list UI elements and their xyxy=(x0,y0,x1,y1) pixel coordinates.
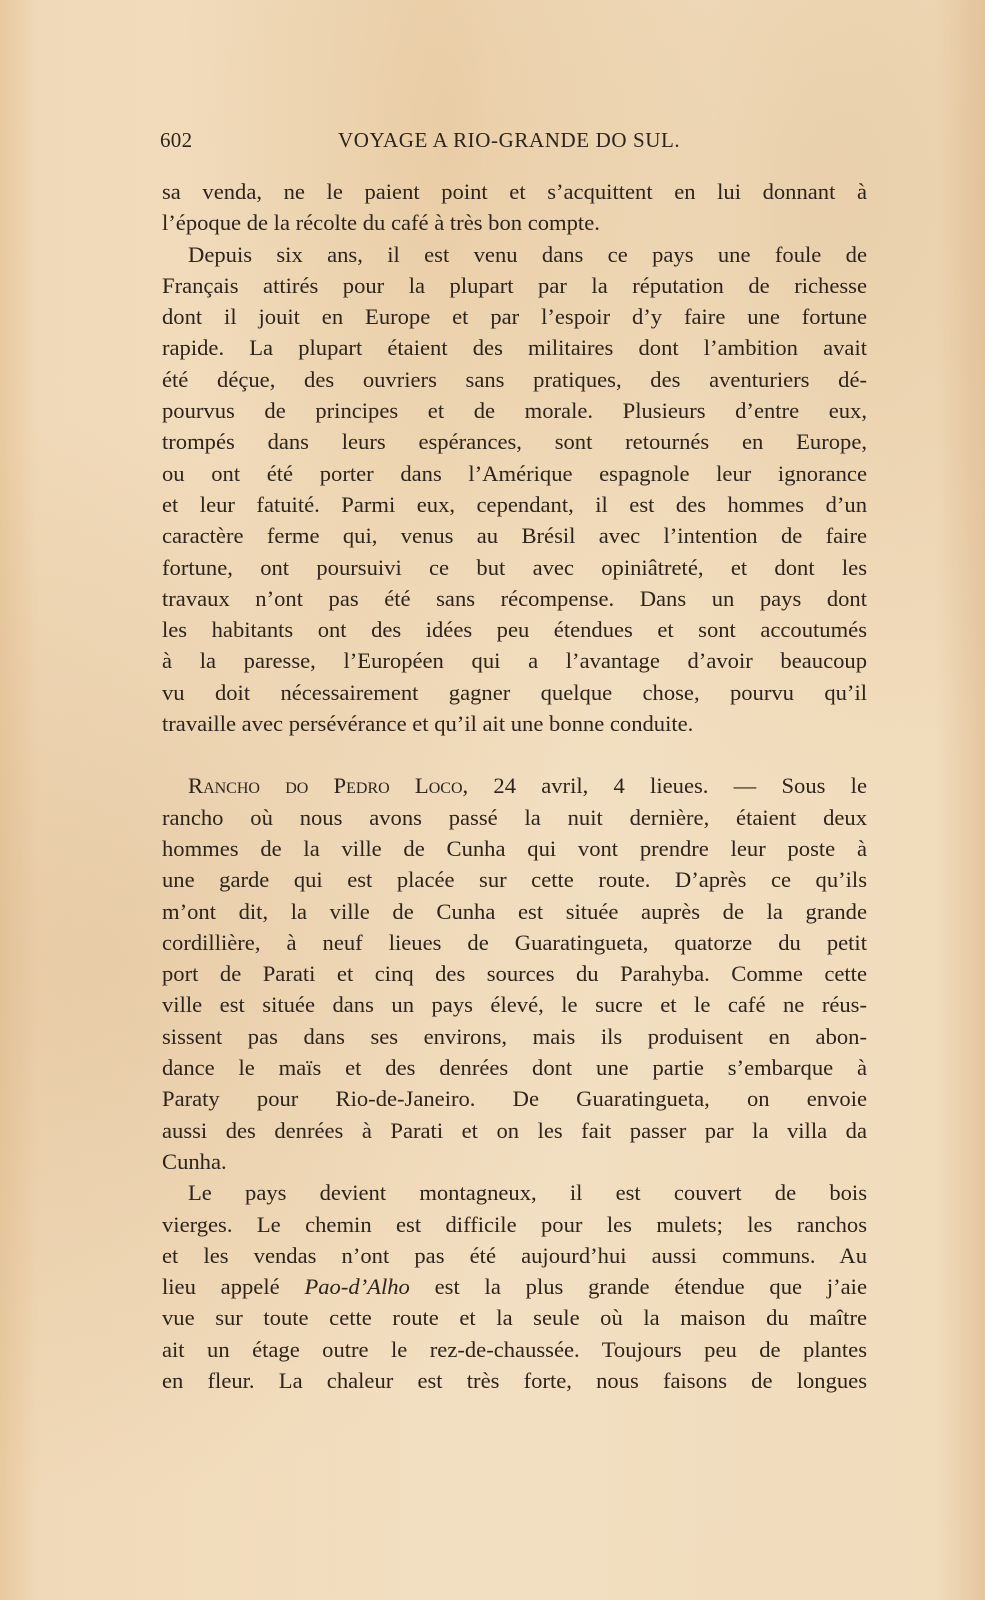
running-head xyxy=(160,128,865,160)
text-line: l’époque de la récolte du café à très bon compte. xyxy=(162,210,600,236)
text-line: ou ont été porter dans l’Amérique espagnole leur ignorance xyxy=(162,460,867,486)
text-fragment: est la plus grande étendue que j’aie xyxy=(409,1274,867,1300)
text-line: Le pays devient montagneux, il est couvert de bois xyxy=(188,1180,867,1206)
italic-place-name: Pao-d’Alho xyxy=(304,1274,410,1300)
text-line: et les vendas n’ont pas été aujourd’hui aussi communs. Au xyxy=(162,1242,867,1268)
text-line: ait un étage outre le rez-de-chaussée. Toujours peu de plantes xyxy=(162,1336,867,1362)
text-line: trompés dans leurs espérances, sont retournés en Europe, xyxy=(162,429,867,455)
text-line: et leur fatuité. Parmi eux, cependant, il est des hommes d’un xyxy=(162,491,867,517)
text-line: caractère ferme qui, venus au Brésil avec l’intention de faire xyxy=(162,523,867,549)
section-gap xyxy=(162,739,867,770)
text-line-with-italic xyxy=(162,1271,867,1302)
text-fragment: lieu appelé xyxy=(162,1274,305,1300)
text-line: vierges. Le chemin est difficile pour les mulets; les ranchos xyxy=(162,1211,867,1237)
paragraph-french-emigrants xyxy=(162,239,867,740)
text-line: travaille avec persévérance et qu’il ait une bonne conduite. xyxy=(162,711,694,737)
text-line: vu doit nécessairement gagner quelque chose, pourvu qu’il xyxy=(162,679,867,705)
entry-place-heading: Rancho do Pedro Loco xyxy=(188,773,463,799)
text-line: sissent pas dans ses environs, mais ils produisent en abon- xyxy=(162,1023,867,1049)
text-line: dont il jouit en Europe et par l’espoir d’y faire une fortune xyxy=(162,304,867,330)
journal-entry-rancho-do-pedro-loco xyxy=(162,770,867,1177)
text-line: Depuis six ans, il est venu dans ce pays une foule de xyxy=(188,241,867,267)
text-line: port de Parati et cinq des sources du Parahyba. Comme cette xyxy=(162,961,867,987)
text-line: ville est située dans un pays élevé, le sucre et le café ne réus- xyxy=(162,992,867,1018)
text-line: hommes de la ville de Cunha qui vont prendre leur poste à xyxy=(162,835,867,861)
text-line: une garde qui est placée sur cette route. D’après ce qu’ils xyxy=(162,867,867,893)
text-line: fortune, ont poursuivi ce but avec opiniâtreté, et dont les xyxy=(162,554,867,580)
text-line: en fleur. La chaleur est très forte, nous faisons de longues xyxy=(162,1367,867,1393)
text-line: dance le maïs et des denrées dont une partie s’embarque à xyxy=(162,1055,867,1081)
body-text xyxy=(162,176,867,1396)
text-line: les habitants ont des idées peu étendues et sont accoutumés xyxy=(162,617,867,643)
entry-date-distance: , 24 avril, 4 lieues. — Sous le xyxy=(462,773,867,799)
entry-heading-line xyxy=(162,770,867,801)
text-line: rapide. La plupart étaient des militaires dont l’ambition avait xyxy=(162,335,867,361)
page-number: 602 xyxy=(160,128,193,152)
text-line: Français attirés pour la plupart par la réputation de richesse xyxy=(162,272,867,298)
text-line: travaux n’ont pas été sans récompense. Dans un pays dont xyxy=(162,585,867,611)
text-line: aussi des denrées à Parati et on les fait passer par la villa da xyxy=(162,1117,867,1143)
text-line: Cunha. xyxy=(162,1148,227,1174)
text-line: rancho où nous avons passé la nuit dernière, étaient deux xyxy=(162,804,867,830)
paragraph-continuation xyxy=(162,176,867,239)
text-line: m’ont dit, la ville de Cunha est située auprès de la grande xyxy=(162,898,867,924)
text-line: cordillière, à neuf lieues de Guaratingueta, quatorze du petit xyxy=(162,929,867,955)
text-line: pourvus de principes et de morale. Plusieurs d’entre eux, xyxy=(162,398,867,424)
text-line: vue sur toute cette route et la seule où la maison du maître xyxy=(162,1305,867,1331)
text-line: été déçue, des ouvriers sans pratiques, des aventuriers dé- xyxy=(162,366,867,392)
text-line: Paraty pour Rio-de-Janeiro. De Guaratingueta, on envoie xyxy=(162,1086,867,1112)
text-line: à la paresse, l’Européen qui a l’avantage d’avoir beaucoup xyxy=(162,648,867,674)
running-title: VOYAGE A RIO-GRANDE DO SUL. xyxy=(338,128,681,152)
paragraph-mountainous-country xyxy=(162,1177,867,1396)
text-line: sa venda, ne le paient point et s’acquittent en lui donnant à xyxy=(162,179,867,204)
